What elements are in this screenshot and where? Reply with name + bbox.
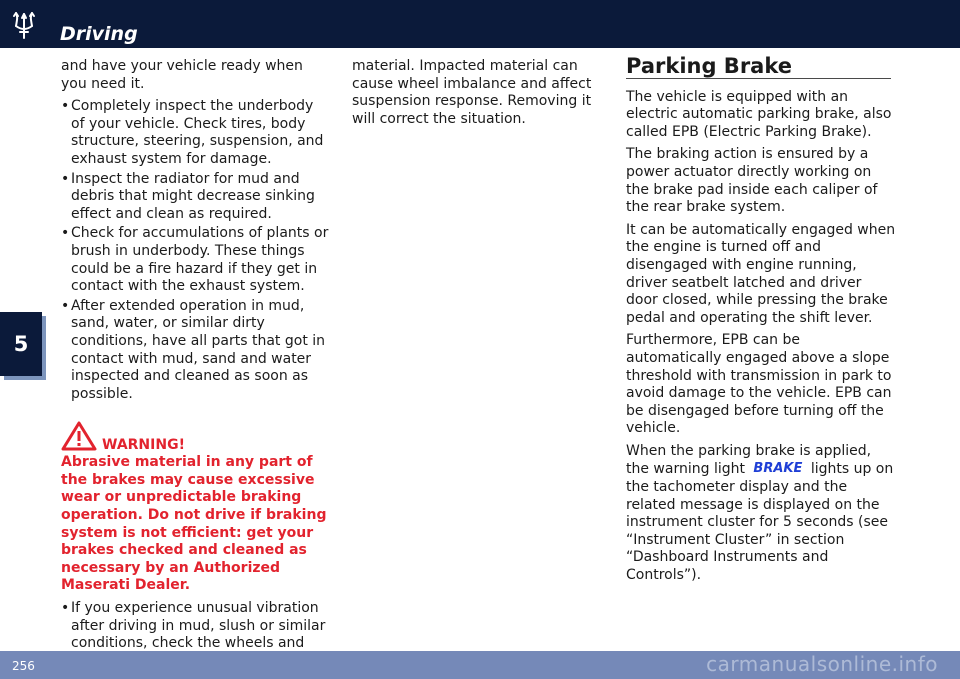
column-right <box>626 54 896 590</box>
paragraph <box>626 443 896 585</box>
paragraph-part: lights up on the tachometer display and the related message is displayed on the instrument cluster for 5 seconds (see “Instrument Cluster” in section “Dashboard Instruments and Controls”). <box>626 461 894 584</box>
intro-text: and have your vehicle ready when you need it. <box>61 58 303 92</box>
paragraph: Furthermore, EPB can be automatically engaged above a slope threshold with transmission in park to avoid damage to the vehicle. EPB can be disengaged before turning off the vehicle. <box>626 332 892 437</box>
list-item: • Completely inspect the underbody of your vehicle. Check tires, body structure, steering, suspension, and exhaust system for damage. <box>61 98 331 168</box>
paragraph: The vehicle is equipped with an electric automatic parking brake, also called EPB (Electric Parking Brake). <box>626 88 892 140</box>
inspection-list <box>61 98 331 403</box>
page-footer <box>0 651 960 679</box>
warning-text: Abrasive material in any part of the brakes may cause excessive wear or unpredictable braking operation. Do not drive if braking system is not efficient: get your brakes checked and cleaned as necessary by an Authorized Maserati Dealer. <box>61 454 327 594</box>
warning-triangle-icon <box>61 421 97 451</box>
warning-label: WARNING! <box>102 436 185 453</box>
list-item: • After extended operation in mud, sand, water, or similar dirty conditions, have all parts that got in contact with mud, sand and water inspected and cleaned as soon as possible. <box>61 298 331 404</box>
list-item: • Check for accumulations of plants or brush in underbody. These things could be a fire hazard if they get in contact with the exhaust system. <box>61 225 331 295</box>
section-header-title: Driving <box>60 23 138 45</box>
watermark: carmanualsonline.info <box>706 652 938 676</box>
column-left <box>61 58 331 672</box>
maserati-trident-logo <box>8 8 40 40</box>
paragraph: The braking action is ensured by a power actuator directly working on the brake pad inside each caliper of the rear brake system. <box>626 146 878 216</box>
column-middle <box>352 58 607 133</box>
brake-warning-light-icon: BRAKE <box>753 461 803 477</box>
section-title: Parking Brake <box>626 58 891 79</box>
list-item: • Inspect the radiator for mud and debris that might decrease sinking effect and clean as required. <box>61 171 331 224</box>
chapter-tab: 5 <box>0 312 42 376</box>
list-item: • If you experience unusual vibration after driving in mud, slush or similar conditions, check the wheels and <box>61 600 331 670</box>
continued-text: material. Impacted material can cause wheel imbalance and affect suspension response. Removing it will correct the situation. <box>352 58 592 127</box>
page-number: 256 <box>12 659 35 673</box>
paragraph: It can be automatically engaged when the engine is turned off and disengaged with engine running, driver seatbelt latched and driver door closed, while pressing the brake pedal and operating the shift lever. <box>626 221 896 326</box>
warning-header <box>61 421 331 451</box>
paragraph-part: When the parking brake is applied, the warning light <box>626 442 872 478</box>
page-header <box>0 0 960 48</box>
